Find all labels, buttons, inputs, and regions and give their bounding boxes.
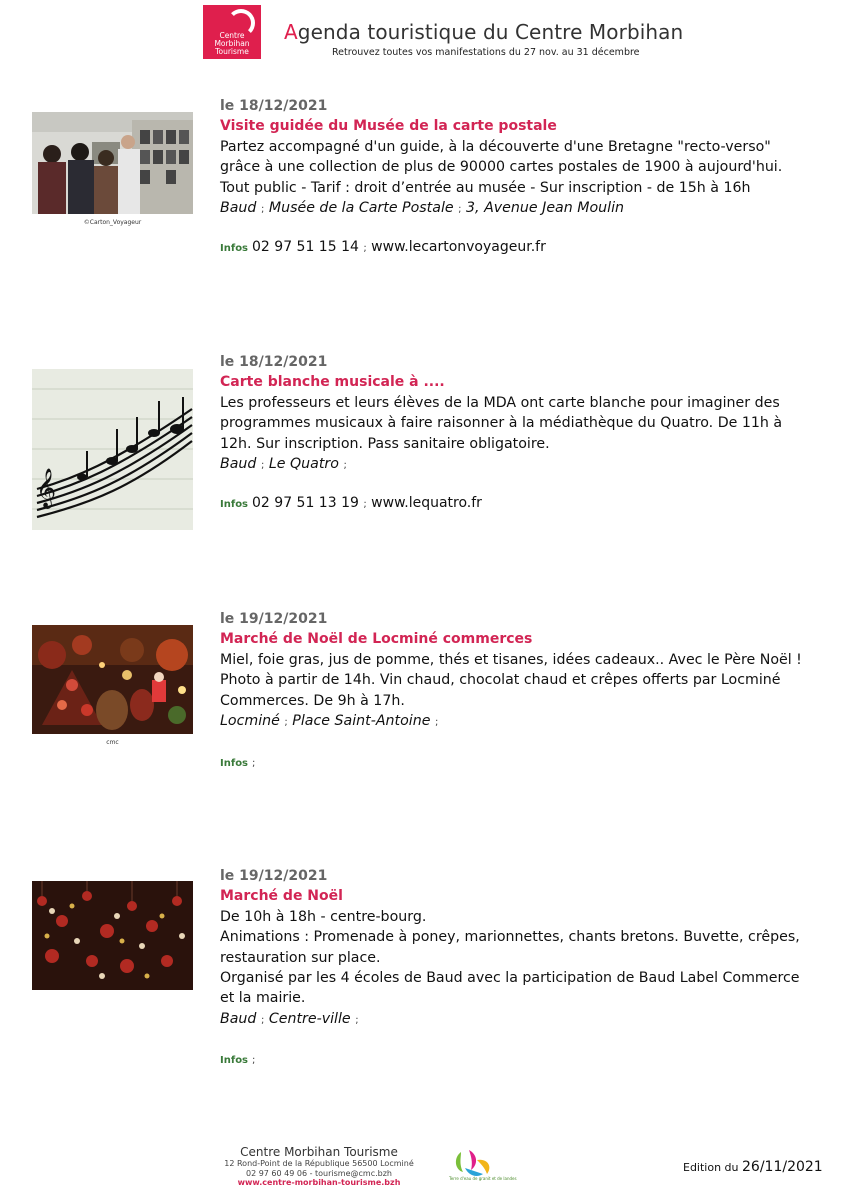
- separator: ;: [284, 717, 288, 729]
- event-photo-museum: [32, 112, 193, 214]
- photo-credit: cmc: [106, 739, 119, 746]
- event-photo-christmas-stall: [32, 881, 193, 990]
- logo-line-1: Centre: [219, 31, 245, 40]
- separator: ;: [355, 1014, 359, 1026]
- event-location: [220, 711, 810, 733]
- event-phone[interactable]: 02 97 51 13 19: [252, 495, 359, 511]
- separator: ;: [252, 758, 256, 769]
- event-title: Marché de Noël de Locminé commerces: [220, 631, 533, 648]
- separator: ;: [363, 243, 367, 254]
- logo-text: [206, 32, 258, 56]
- logo-line-2: Morbihan: [214, 39, 250, 48]
- event-town: Baud: [220, 1010, 257, 1027]
- event-text: [220, 609, 810, 733]
- separator: ;: [260, 460, 265, 472]
- separator: ;: [252, 1055, 256, 1066]
- event-photo-christmas-market: [32, 625, 193, 734]
- event-text: [220, 866, 810, 1031]
- event-infos: [220, 495, 482, 511]
- event-website-link[interactable]: www.lequatro.fr: [371, 495, 482, 511]
- footer-website-link[interactable]: www.centre-morbihan-tourisme.bzh: [237, 1178, 401, 1187]
- footer-org-name: Centre Morbihan Tourisme: [240, 1145, 398, 1159]
- event-date: le 19/12/2021: [220, 611, 328, 627]
- separator: ;: [260, 1014, 265, 1026]
- page-subtitle: Retrouvez toutes vos manifestations du 27 nov. au 31 décembre: [332, 47, 640, 58]
- edition-date: 26/11/2021: [742, 1159, 823, 1175]
- event-photo-music: [32, 369, 193, 530]
- brand-logo: [203, 5, 261, 59]
- event-title: Visite guidée du Musée de la carte postale: [220, 118, 557, 135]
- separator: ;: [363, 499, 367, 510]
- event-location: [220, 198, 810, 220]
- event-town: Baud: [220, 456, 257, 473]
- event-address: 3, Avenue Jean Moulin: [466, 200, 625, 217]
- edition-info: [683, 1159, 823, 1175]
- event-place: Centre-ville: [268, 1010, 351, 1027]
- event-description: De 10h à 18h - centre-bourg. Animations : Promenade à poney, marionnettes, chants bretons. Buvette, crêpes, restauration sur place. Organisé par les 4 écoles de Baud avec la participation de Baud Label Commerce et la mairie.: [220, 908, 800, 1007]
- event-description: Partez accompagné d'un guide, à la découverte d'une Bretagne "recto-verso" grâce à une collection de plus de 90000 cartes postales de 1900 à aujourd'hui. Tout public - Tarif : droit d’entrée au musée - Sur inscription - de 15h à 16h: [220, 138, 783, 196]
- infos-label: Infos: [220, 499, 249, 510]
- title-first-letter: A: [284, 20, 298, 44]
- separator: ;: [458, 204, 462, 216]
- event-location: [220, 1009, 810, 1031]
- event-date: le 19/12/2021: [220, 868, 328, 884]
- infos-label: Infos: [220, 758, 249, 769]
- footer-contact: 02 97 60 49 06 - tourisme@cmc.bzh: [245, 1168, 393, 1178]
- event-location: [220, 454, 810, 476]
- separator: ;: [343, 460, 347, 472]
- svg-text:𝄞: 𝄞: [36, 468, 57, 508]
- separator: ;: [260, 204, 265, 216]
- event-town: Baud: [220, 200, 257, 217]
- event-website-link[interactable]: www.lecartonvoyageur.fr: [371, 239, 546, 255]
- event-place: Le Quatro: [268, 456, 339, 473]
- event-text: [220, 96, 810, 220]
- event-date: le 18/12/2021: [220, 354, 328, 370]
- photo-credit: ©Carton_Voyageur: [83, 219, 142, 226]
- event-title: Marché de Noël: [220, 888, 343, 905]
- territory-logo: [447, 1146, 517, 1190]
- event-text: [220, 352, 810, 476]
- infos-label: Infos: [220, 1055, 249, 1066]
- event-phone[interactable]: 02 97 51 15 14: [252, 239, 359, 255]
- event-place: Place Saint-Antoine: [292, 713, 431, 730]
- event-date: le 18/12/2021: [220, 98, 328, 114]
- footer-address: 12 Rond-Point de la République 56500 Locminé: [224, 1159, 414, 1168]
- event-description: Miel, foie gras, jus de pomme, thés et tisanes, idées cadeaux.. Avec le Père Noël ! Photo à partir de 14h. Vin chaud, chocolat chaud et crêpes offerts par Locminé Commerces. De 9h à 17h.: [220, 651, 802, 709]
- page-title: [284, 20, 683, 44]
- event-infos: [220, 1051, 255, 1067]
- separator: ;: [434, 717, 439, 729]
- footer-organization: [220, 1145, 418, 1188]
- event-title: Carte blanche musicale à ....: [220, 374, 445, 391]
- event-infos: [220, 239, 546, 255]
- event-infos: [220, 754, 255, 770]
- event-place: Musée de la Carte Postale: [268, 200, 454, 217]
- event-description: Les professeurs et leurs élèves de la MDA ont carte blanche pour imaginer des programmes musicaux à faire raisonner à la médiathèque du Quatro. De 11h à 12h. Sur inscription. Pass sanitaire obligatoire.: [220, 394, 783, 452]
- logo-line-3: Tourisme: [215, 47, 249, 56]
- event-town: Locminé: [220, 713, 280, 730]
- edition-label: Edition du: [683, 1161, 739, 1174]
- title-rest: genda touristique du Centre Morbihan: [297, 20, 684, 44]
- territory-logo-text: Terre d'eau de granit et de landes: [449, 1176, 517, 1181]
- infos-label: Infos: [220, 243, 249, 254]
